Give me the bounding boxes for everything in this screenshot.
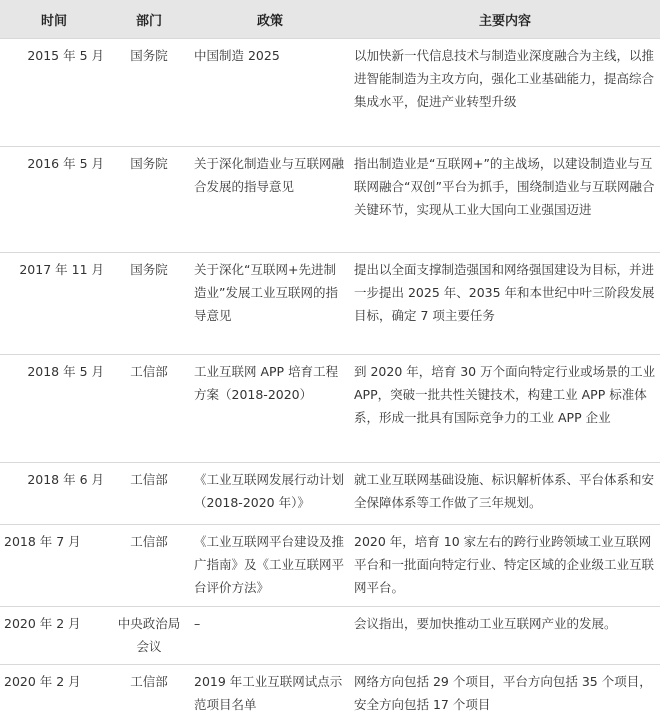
- cell-time: 2017 年 11 月: [0, 252, 108, 354]
- cell-time: 2018 年 5 月: [0, 354, 108, 462]
- table-row: [0, 354, 660, 462]
- cell-time: 2020 年 2 月: [0, 606, 108, 664]
- cell-policy: 《工业互联网发展行动计划（2018-2020 年）》: [190, 462, 350, 524]
- table-row: [0, 524, 660, 606]
- table-row: [0, 606, 660, 664]
- cell-policy: 2019 年工业互联网试点示范项目名单: [190, 664, 350, 722]
- cell-dept: 国务院: [108, 146, 190, 252]
- header-content: 主要内容: [350, 0, 660, 38]
- cell-time: 2015 年 5 月: [0, 38, 108, 146]
- cell-content: 就工业互联网基础设施、标识解析体系、平台体系和安全保障体系等工作做了三年规划。: [350, 462, 660, 524]
- cell-policy: 《工业互联网平台建设及推广指南》及《工业互联网平台评价方法》: [190, 524, 350, 606]
- header-policy: 政策: [190, 0, 350, 38]
- header-dept: 部门: [108, 0, 190, 38]
- cell-policy: 关于深化“互联网+先进制造业”发展工业互联网的指导意见: [190, 252, 350, 354]
- cell-dept: 工信部: [108, 462, 190, 524]
- cell-policy: –: [190, 606, 350, 664]
- cell-dept: 中央政治局会议: [108, 606, 190, 664]
- table-header-row: [0, 0, 660, 38]
- table-row: [0, 462, 660, 524]
- cell-dept: 工信部: [108, 354, 190, 462]
- cell-policy: 工业互联网 APP 培育工程方案（2018-2020）: [190, 354, 350, 462]
- table-row: [0, 664, 660, 722]
- cell-content: 到 2020 年，培育 30 万个面向特定行业或场景的工业 APP，突破一批共性关键技术，构建工业 APP 标准体系，形成一批具有国际竞争力的工业 APP 企业: [350, 354, 660, 462]
- cell-dept: 工信部: [108, 664, 190, 722]
- cell-content: 2020 年，培育 10 家左右的跨行业跨领域工业互联网平台和一批面向特定行业、特定区域的企业级工业互联网平台。: [350, 524, 660, 606]
- table-row: [0, 38, 660, 146]
- cell-content: 会议指出，要加快推动工业互联网产业的发展。: [350, 606, 660, 664]
- cell-time: 2020 年 2 月: [0, 664, 108, 722]
- cell-content: 提出以全面支撑制造强国和网络强国建设为目标，并进一步提出 2025 年、2035 年和本世纪中叶三阶段发展目标，确定 7 项主要任务: [350, 252, 660, 354]
- cell-time: 2018 年 6 月: [0, 462, 108, 524]
- cell-policy: 关于深化制造业与互联网融合发展的指导意见: [190, 146, 350, 252]
- table-row: [0, 146, 660, 252]
- cell-content: 指出制造业是“互联网+”的主战场，以建设制造业与互联网融合“双创”平台为抓手，围绕制造业与互联网融合关键环节，实现从工业大国向工业强国迈进: [350, 146, 660, 252]
- cell-content: 网络方向包括 29 个项目，平台方向包括 35 个项目，安全方向包括 17 个项目: [350, 664, 660, 722]
- header-time: 时间: [0, 0, 108, 38]
- cell-dept: 国务院: [108, 252, 190, 354]
- cell-policy: 中国制造 2025: [190, 38, 350, 146]
- cell-content: 以加快新一代信息技术与制造业深度融合为主线，以推进智能制造为主攻方向，强化工业基础能力，提高综合集成水平，促进产业转型升级: [350, 38, 660, 146]
- cell-dept: 工信部: [108, 524, 190, 606]
- cell-time: 2018 年 7 月: [0, 524, 108, 606]
- table-row: [0, 252, 660, 354]
- cell-time: 2016 年 5 月: [0, 146, 108, 252]
- cell-dept: 国务院: [108, 38, 190, 146]
